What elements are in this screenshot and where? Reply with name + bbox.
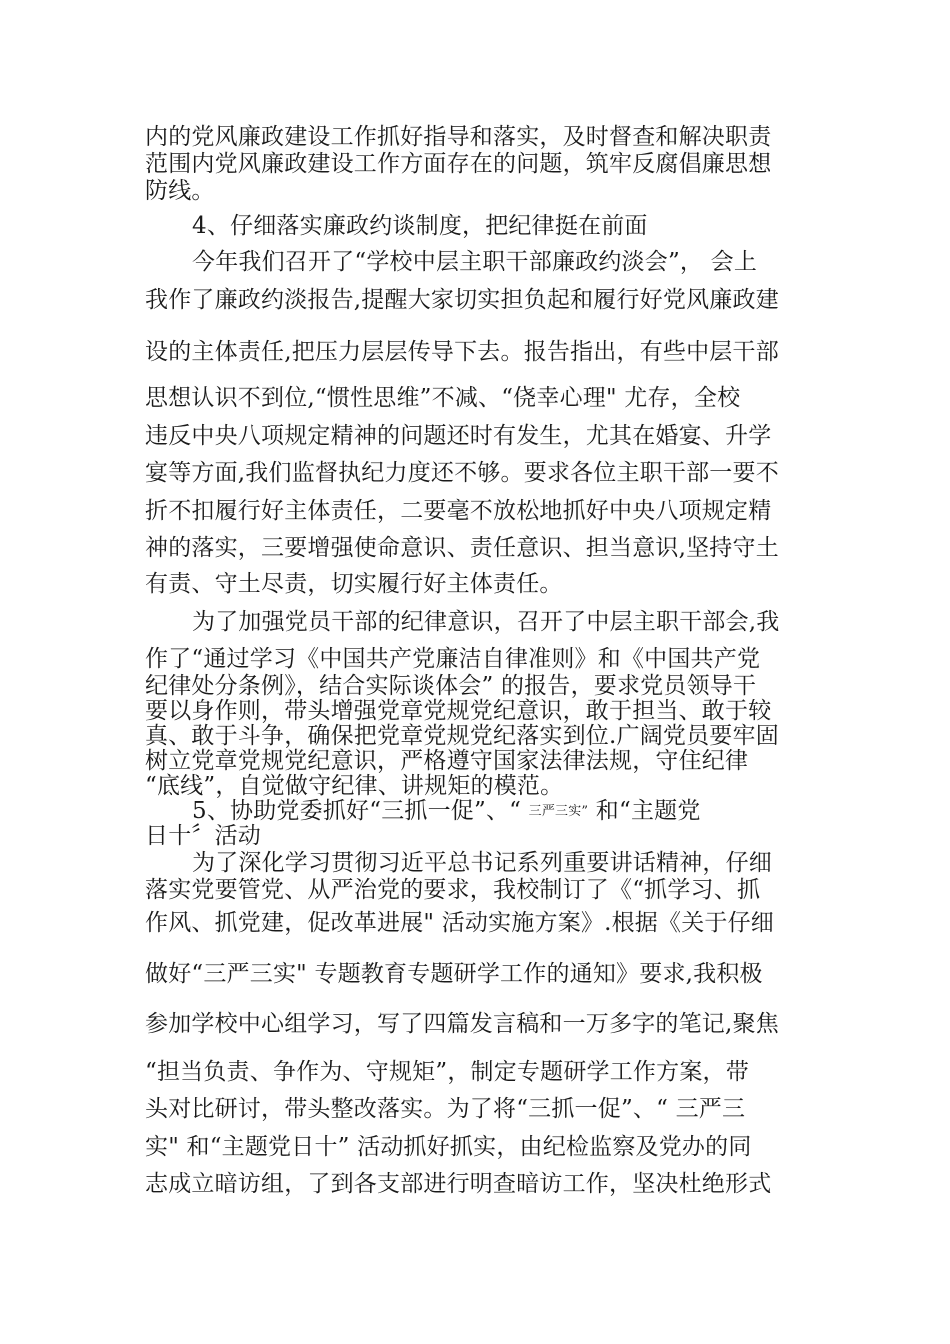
text-line: 思想认识不到位,“惯性思维”不减、“侥幸心理" 尤存，全校 [145, 385, 741, 411]
text-line: 防线。 [145, 178, 215, 204]
text-line: 参加学校中心组学习，写了四篇发言稿和一万多字的笔记,聚焦 [145, 1011, 779, 1037]
text-line: 头对比研讨，带头整改落实。为了将“三抓一促”、“ 三严三 [145, 1096, 746, 1122]
section-heading: 4、仔细落实廉政约谈制度，把纪律挺在前面 [192, 213, 648, 239]
text-line: 违反中央八项规定精神的问题还时有发生，尤其在婚宴、升学 [145, 423, 772, 449]
text-line: 我作了廉政约淡报告,提醒大家切实担负起和履行好党风廉政建 [145, 287, 779, 313]
text-line: 神的落实，三要增强使命意识、责任意识、担当意识,坚持守土 [145, 535, 779, 561]
heading-small-text: 三严三实” [528, 804, 589, 819]
text-line: 作风、抓党建，促改革进展" 活动实施方案》.根据《关于仔细 [145, 910, 775, 936]
text-line: 为了深化学习贯彻习近平总书记系列重要讲话精神，仔细 [192, 850, 772, 876]
heading-part: 和“主题党 [588, 798, 701, 824]
text-line: 志成立暗访组，了到各支部进行明查暗访工作，坚决杜绝形式 [145, 1171, 772, 1197]
text-line: 范围内党风廉政建设工作方面存在的问题，筑牢反腐倡廉思想 [145, 151, 772, 177]
text-line: 真、敢于斗争，确保把党章党规党纪落实到位.广阔党员要牢固 [145, 723, 779, 749]
heading-part: 5、协助党委抓好“三抓一促”、“ [192, 798, 529, 824]
text-line: 有责、守土尽责，切实履行好主体责任。 [145, 571, 563, 597]
section-heading-cont: 日十〞活动 [145, 823, 261, 849]
text-line: 内的党风廉政建设工作抓好指导和落实，及时督查和解决职责 [145, 124, 772, 150]
text-line: “底线”，自觉做守纪律、讲规矩的模范。 [145, 773, 564, 799]
text-line: 纪律处分条例》，结合实际谈体会” 的报告，要求党员领导干 [145, 673, 757, 699]
text-line: 设的主体责任,把压力层层传导下去。报告指出，有些中层干部 [145, 339, 779, 365]
section-heading [192, 797, 701, 825]
text-line: 折不扣履行好主体责任，二要毫不放松地抓好中央八项规定精 [145, 498, 772, 524]
text-line: 作了“通过学习《中国共产党廉洁自律准则》和《中国共产党 [145, 646, 761, 672]
text-line: 宴等方面,我们监督执纪力度还不够。要求各位主职干部一要不 [145, 460, 779, 486]
text-line: 今年我们召开了“学校中层主职干部廉政约淡会”， 会上 [192, 249, 758, 275]
text-line: 落实党要管党、从严治党的要求，我校制订了《“抓学习、抓 [145, 877, 761, 903]
text-line: 要以身作则，带头增强党章党规党纪意识，敢于担当、敢于较 [145, 698, 772, 724]
text-line: “担当负责、争作为、守规矩”，制定专题研学工作方案，带 [145, 1059, 749, 1085]
text-line: 树立党章党规党纪意识，严格遵守国家法律法规，守住纪律 [145, 748, 749, 774]
text-line: 为了加强党员干部的纪律意识，召开了中层主职干部会,我 [192, 609, 780, 635]
text-line: 实" 和“主题党日十” 活动抓好抓实，由纪检监察及党办的同 [145, 1134, 752, 1160]
text-line: 做好“三严三实" 专题教育专题研学工作的通知》要求,我积极 [145, 961, 763, 987]
